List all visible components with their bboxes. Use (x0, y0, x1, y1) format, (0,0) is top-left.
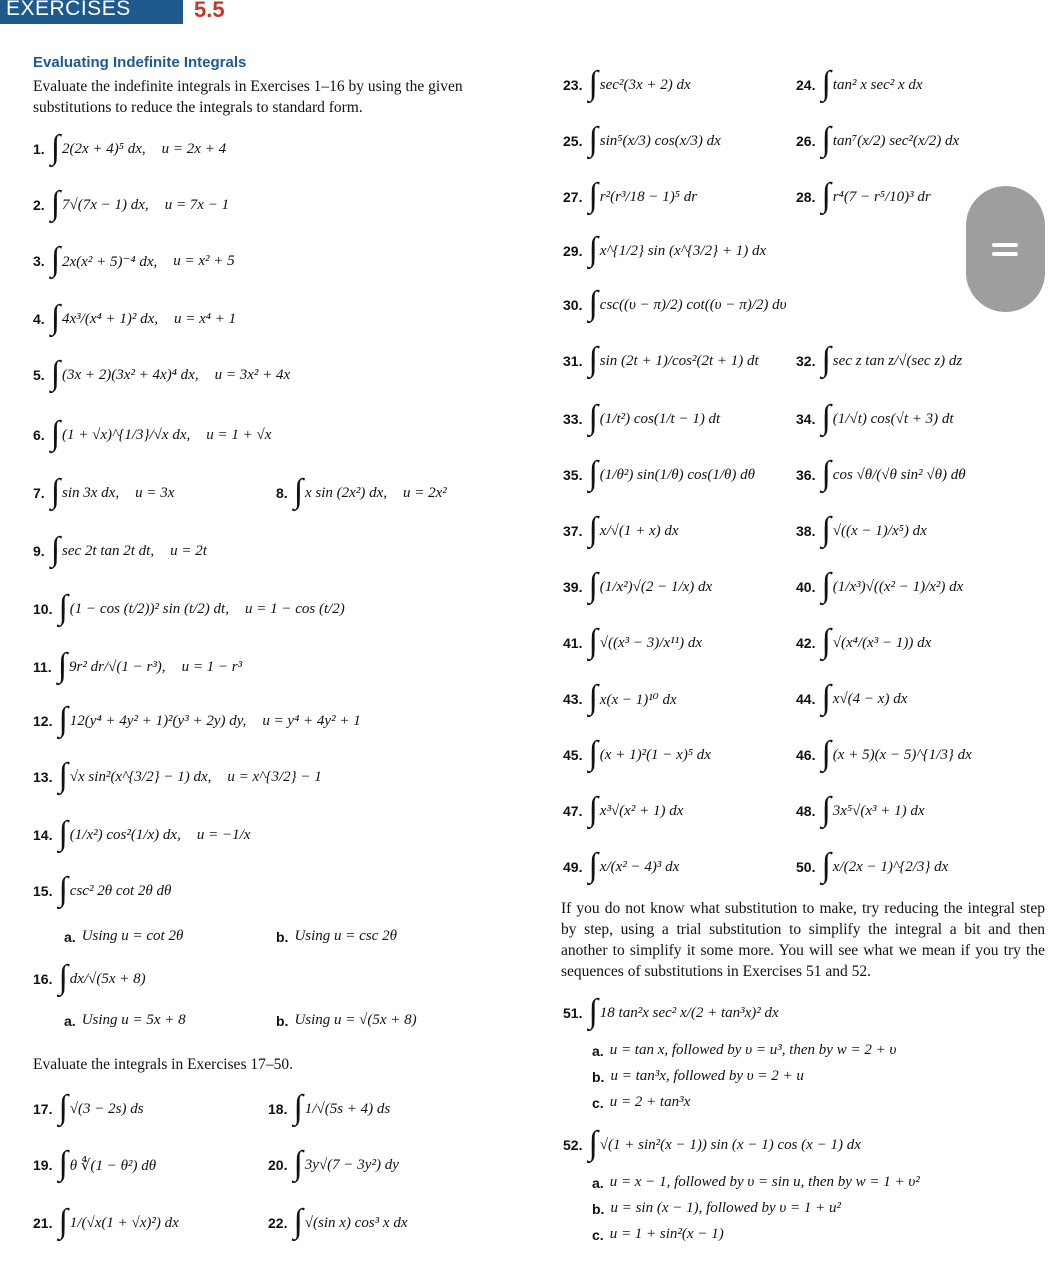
exercise-14: 14. ∫ (1/x²) cos²(1/x) dx, u = −1/x (33, 815, 251, 852)
exercise-32: 32. ∫ sec z tan z/√(sec z) dz (796, 341, 963, 378)
exercise-52: 52. ∫ √(1 + sin²(x − 1)) sin (x − 1) cos (x − 1) dx (563, 1125, 861, 1162)
handle-grip-icon (992, 243, 1018, 247)
exercise-23: 23. ∫ sec²(3x + 2) dx (563, 65, 691, 102)
exercises-header-label: EXERCISES (6, 0, 131, 20)
exercise-51c: c. u = 2 + tan³x (592, 1094, 691, 1111)
exercise-15: 15. ∫ csc² 2θ cot 2θ dθ (33, 871, 172, 908)
exercise-29: 29. ∫ x^{1/2} sin (x^{3/2} + 1) dx (563, 231, 767, 268)
exercise-16a: a. Using u = 5x + 8 (64, 1012, 186, 1029)
exercise-52c: c. u = 1 + sin²(x − 1) (592, 1226, 724, 1243)
exercise-43: 43. ∫ x(x − 1)¹⁰ dx (563, 679, 677, 716)
exercise-11: 11. ∫ 9r² dr/√(1 − r³), u = 1 − r³ (33, 647, 243, 684)
section-number: 5.5 (194, 0, 225, 22)
exercise-28: 28. ∫ r⁴(7 − r⁵/10)³ dr (796, 177, 931, 214)
exercise-16: 16. ∫ dx/√(5x + 8) (33, 959, 146, 996)
exercise-39: 39. ∫ (1/x²)√(2 − 1/x) dx (563, 567, 713, 604)
exercise-15b: b. Using u = csc 2θ (276, 928, 397, 945)
exercise-41: 41. ∫ √((x³ − 3)/x¹¹) dx (563, 623, 703, 660)
exercise-4: 4. ∫ 4x³/(x⁴ + 1)² dx, u = x⁴ + 1 (33, 299, 237, 336)
exercise-13: 13. ∫ √x sin²(x^{3/2} − 1) dx, u = x^{3/2} − 1 (33, 757, 322, 794)
exercise-22: 22. ∫ √(sin x) cos³ x dx (268, 1203, 408, 1240)
exercise-34: 34. ∫ (1/√t) cos(√t + 3) dt (796, 399, 954, 436)
exercise-25: 25. ∫ sin⁵(x/3) cos(x/3) dx (563, 121, 721, 158)
section-title: Evaluating Indefinite Integrals (33, 54, 247, 71)
exercise-42: 42. ∫ √(x⁴/(x³ − 1)) dx (796, 623, 932, 660)
exercise-3: 3. ∫ 2x(x² + 5)⁻⁴ dx, u = x² + 5 (33, 241, 235, 278)
exercise-35: 35. ∫ (1/θ²) sin(1/θ) cos(1/θ) dθ (563, 455, 755, 492)
exercise-36: 36. ∫ cos √θ/(√θ sin² √θ) dθ (796, 455, 966, 492)
exercise-19: 19. ∫ θ ∜(1 − θ²) dθ (33, 1145, 157, 1182)
evaluate-instructions: Evaluate the integrals in Exercises 17–50. (33, 1056, 293, 1073)
exercise-30: 30. ∫ csc((υ − π)/2) cot((υ − π)/2) dυ (563, 285, 787, 322)
scroll-handle[interactable] (966, 186, 1045, 312)
exercise-18: 18. ∫ 1/√(5s + 4) ds (268, 1089, 391, 1126)
exercise-51a: a. u = tan x, followed by υ = u³, then by w = 2 + υ (592, 1042, 897, 1059)
exercise-20: 20. ∫ 3y√(7 − 3y²) dy (268, 1145, 399, 1182)
exercise-6: 6. ∫ (1 + √x)^{1/3}/√x dx, u = 1 + √x (33, 415, 272, 452)
exercise-33: 33. ∫ (1/t²) cos(1/t − 1) dt (563, 399, 721, 436)
exercise-5: 5. ∫ (3x + 2)(3x² + 4x)⁴ dx, u = 3x² + 4x (33, 355, 291, 392)
exercise-24: 24. ∫ tan² x sec² x dx (796, 65, 923, 102)
exercise-52b: b. u = sin (x − 1), followed by υ = 1 + u² (592, 1200, 842, 1217)
exercise-2: 2. ∫ 7√(7x − 1) dx, u = 7x − 1 (33, 185, 230, 222)
exercise-16b: b. Using u = √(5x + 8) (276, 1012, 417, 1029)
intro-text: Evaluate the indefinite integrals in Exercises 1–16 by using the given substitutions to reduce the integrals to standard form. (33, 78, 463, 116)
exercise-38: 38. ∫ √((x − 1)/x⁵) dx (796, 511, 927, 548)
trial-substitution-text: If you do not know what substitution to make, try reducing the integral step by step, using a trial substitution to simplify the integral a bit and then another to simplify it some more. You will see what we mean if you try the sequences of substitutions in Exercises 51 and 52. (561, 900, 1045, 980)
exercise-1: 1. ∫ 2(2x + 4)⁵ dx, u = 2x + 4 (33, 129, 227, 166)
exercise-9: 9. ∫ sec 2t tan 2t dt, u = 2t (33, 531, 207, 568)
exercise-46: 46. ∫ (x + 5)(x − 5)^{1/3} dx (796, 735, 972, 772)
exercise-10: 10. ∫ (1 − cos (t/2))² sin (t/2) dt, u = 1 − cos (t/2) (33, 589, 345, 626)
exercises-header-box (0, 0, 183, 24)
exercise-52a: a. u = x − 1, followed by υ = sin u, then by w = 1 + υ² (592, 1174, 920, 1191)
exercise-48: 48. ∫ 3x⁵√(x³ + 1) dx (796, 791, 925, 828)
exercise-31: 31. ∫ sin (2t + 1)/cos²(2t + 1) dt (563, 341, 759, 378)
exercise-44: 44. ∫ x√(4 − x) dx (796, 679, 908, 716)
exercise-47: 47. ∫ x³√(x² + 1) dx (563, 791, 684, 828)
exercise-50: 50. ∫ x/(2x − 1)^{2/3} dx (796, 847, 949, 884)
exercise-26: 26. ∫ tan⁷(x/2) sec²(x/2) dx (796, 121, 960, 158)
exercise-51b: b. u = tan³x, followed by υ = 2 + u (592, 1068, 804, 1085)
exercise-21: 21. ∫ 1/(√x(1 + √x)²) dx (33, 1203, 179, 1240)
handle-grip-icon (992, 252, 1018, 256)
exercise-8: 8. ∫ x sin (2x²) dx, u = 2x² (276, 473, 447, 510)
exercise-27: 27. ∫ r²(r³/18 − 1)⁵ dr (563, 177, 698, 214)
exercise-45: 45. ∫ (x + 1)²(1 − x)⁵ dx (563, 735, 711, 772)
exercise-17: 17. ∫ √(3 − 2s) ds (33, 1089, 144, 1126)
exercise-37: 37. ∫ x/√(1 + x) dx (563, 511, 679, 548)
exercise-7: 7. ∫ sin 3x dx, u = 3x (33, 473, 175, 510)
exercise-51: 51. ∫ 18 tan²x sec² x/(2 + tan³x)² dx (563, 993, 779, 1030)
exercise-49: 49. ∫ x/(x² − 4)³ dx (563, 847, 680, 884)
exercise-12: 12. ∫ 12(y⁴ + 4y² + 1)²(y³ + 2y) dy, u = y⁴ + 4y² + 1 (33, 701, 361, 738)
exercise-15a: a. Using u = cot 2θ (64, 928, 184, 945)
exercise-40: 40. ∫ (1/x³)√((x² − 1)/x²) dx (796, 567, 964, 604)
